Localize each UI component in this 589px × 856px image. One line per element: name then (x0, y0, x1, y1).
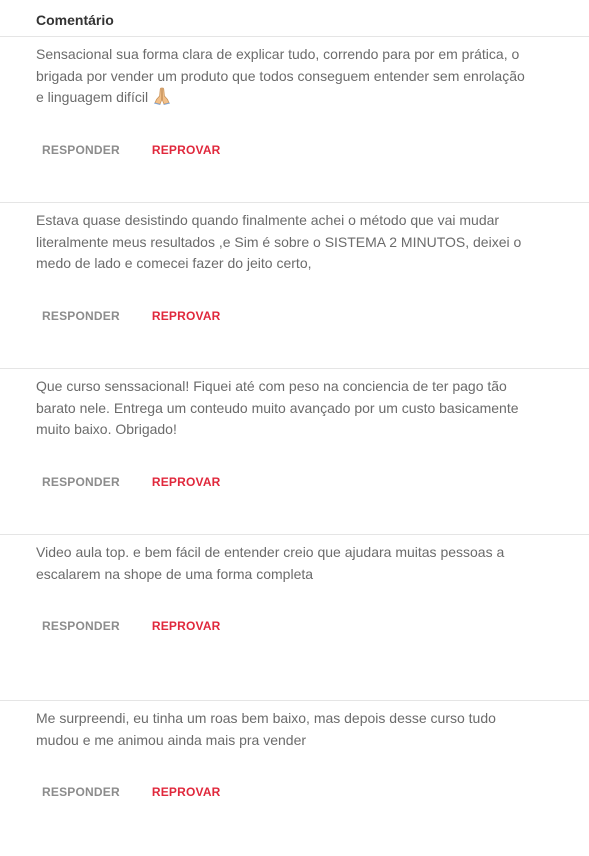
reply-button[interactable]: RESPONDER (42, 309, 120, 323)
reject-button[interactable]: REPROVAR (151, 309, 221, 323)
comment-row (0, 37, 589, 203)
comment-row (0, 369, 589, 535)
table-header (0, 0, 589, 37)
reply-button[interactable]: RESPONDER (42, 475, 120, 489)
comment-text: Me surpreendi, eu tinha um roas bem baixo, mas depois desse curso tudo mudou e me animou ainda mais pra vender (36, 710, 496, 748)
comment-actions (42, 308, 221, 324)
reply-button[interactable]: RESPONDER (42, 143, 120, 157)
comment-text: Video aula top. e bem fácil de entender creio que ajudara muitas pessoas a escalarem na shope de uma forma completa (36, 544, 505, 582)
comment-text-content: Sensacional sua forma clara de explicar tudo, correndo para por em prática, o brigada por vender um produto que todos conseguem entender sem enrolação e linguagem difícil (36, 46, 525, 105)
comment-row (0, 701, 589, 856)
comment-actions (42, 618, 221, 634)
comment-row (0, 203, 589, 369)
column-header-comment: Comentário (36, 12, 114, 28)
reject-button[interactable]: REPROVAR (151, 619, 221, 633)
comment-actions (42, 142, 221, 158)
comment-actions (42, 784, 221, 800)
comment-text: Estava quase desistindo quando finalmente achei o método que vai mudar literalmente meus resultados ,e Sim é sobre o SISTEMA 2 MINUTOS, deixei o medo de lado e comecei fazer do jeito certo, (36, 212, 522, 271)
comment-actions (42, 474, 221, 490)
reject-button[interactable]: REPROVAR (151, 785, 221, 799)
reject-button[interactable]: REPROVAR (151, 143, 221, 157)
comment-text (36, 44, 589, 109)
folded-hands-icon (152, 87, 172, 105)
comment-row (0, 535, 589, 701)
comment-text: Que curso senssacional! Fiquei até com peso na conciencia de ter pago tão barato nele. Entrega um conteudo muito avançado por um custo basicamente muito baixo. Obrigado! (36, 378, 519, 437)
reply-button[interactable]: RESPONDER (42, 619, 120, 633)
reply-button[interactable]: RESPONDER (42, 785, 120, 799)
reject-button[interactable]: REPROVAR (151, 475, 221, 489)
